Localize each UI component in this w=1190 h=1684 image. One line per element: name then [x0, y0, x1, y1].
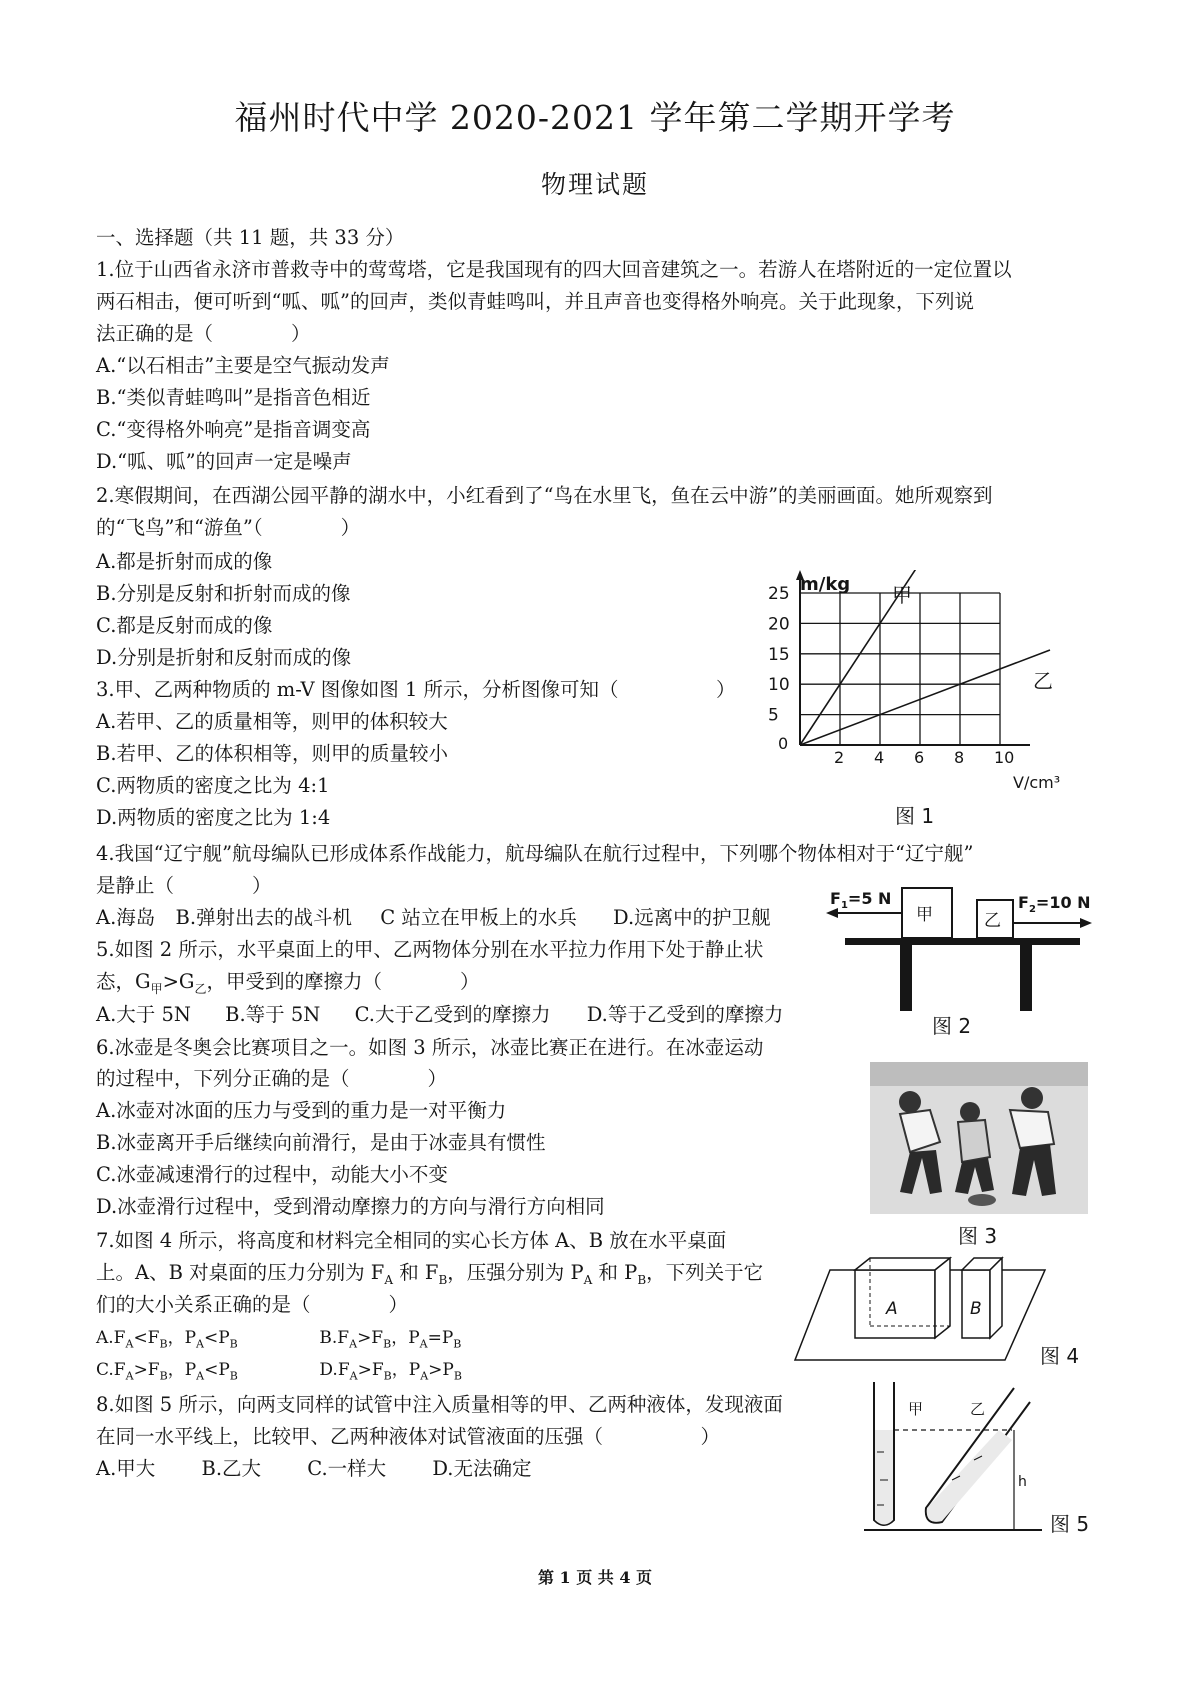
- q2-stem-line2: 的“飞鸟”和“游鱼”（ ）: [96, 516, 361, 539]
- q7-text: 和 F: [393, 1261, 439, 1284]
- arrowhead-left-icon: [826, 908, 838, 918]
- q5-option-c: C.大于乙受到的摩擦力: [354, 1003, 551, 1026]
- figure-5-diagram: [862, 1380, 1062, 1535]
- q5-text: 态，G: [96, 970, 151, 993]
- chart-x-ticks: [778, 734, 1014, 767]
- f2-symbol: F: [1018, 893, 1029, 912]
- q7-stem-line3: 们的大小关系正确的是（ ）: [96, 1293, 409, 1316]
- q8-option-c: C.一样大: [307, 1457, 387, 1480]
- chart-x-axis-label: V/cm³: [1013, 773, 1061, 790]
- block-b: [962, 1258, 1002, 1338]
- q5-text-mid: >G: [162, 970, 195, 993]
- t: =P: [427, 1328, 454, 1348]
- s: B: [383, 1337, 392, 1351]
- force-f1-label: [830, 889, 891, 911]
- q7-options-row2: [96, 1358, 462, 1388]
- rink-wall: [870, 1062, 1088, 1086]
- t: D.F: [319, 1360, 350, 1380]
- s: A: [419, 1337, 428, 1351]
- figure-1-caption: 图 1: [895, 804, 935, 828]
- q7-option-d: [319, 1360, 462, 1383]
- q1-stem-line2: 两石相击，便可听到“呱、呱”的回声，类似青蛙鸣叫，并且声音也变得格外响亮。关于此现象，下列说: [96, 290, 974, 313]
- q2-option-c: C.都是反射而成的像: [96, 614, 273, 637]
- height-label: h: [1018, 1474, 1027, 1490]
- curling-stone: [968, 1194, 996, 1206]
- t: ，P: [391, 1328, 420, 1348]
- q5-stem-line2: [96, 970, 480, 1001]
- chart-grid: [800, 593, 1000, 745]
- q4-option-b: B.弹射出去的战斗机: [175, 906, 353, 929]
- q7-text: ，压强分别为 P: [447, 1261, 584, 1284]
- x-tick-label: 2: [834, 748, 845, 767]
- q3-option-d: D.两物质的密度之比为 1:4: [96, 806, 331, 829]
- exam-title: 福州时代中学 2020-2021 学年第二学期开学考: [234, 98, 956, 137]
- figure-3-photo: [870, 1062, 1088, 1214]
- q5-sub-jia: 甲: [150, 981, 163, 996]
- q7-sub: B: [637, 1272, 647, 1287]
- arrowhead-right-icon: [1080, 918, 1092, 928]
- section-heading: 一、选择题（共 11 题，共 33 分）: [96, 226, 405, 249]
- q7-sub: A: [583, 1272, 593, 1287]
- x-tick-label: 8: [954, 748, 965, 767]
- t: C.F: [96, 1360, 126, 1380]
- t: <F: [133, 1328, 160, 1348]
- t: >P: [428, 1360, 454, 1380]
- q8-option-d: D.无法确定: [432, 1457, 532, 1480]
- s: B: [229, 1337, 238, 1351]
- q8-stem-line1: 8.如图 5 所示，向两支同样的试管中注入质量相等的甲、乙两种液体，发现液面: [96, 1393, 783, 1416]
- t: >F: [357, 1360, 384, 1380]
- table-top: [845, 938, 1080, 945]
- q2-option-a: A.都是折射而成的像: [96, 550, 273, 573]
- series-label-jia: 甲: [892, 583, 912, 607]
- q1-option-c: C.“变得格外响亮”是指音调变高: [96, 418, 371, 441]
- q3-option-b: B.若甲、乙的体积相等，则甲的质量较小: [96, 742, 449, 765]
- s: A: [196, 1369, 205, 1383]
- t: <P: [204, 1360, 230, 1380]
- series-line-yi: [800, 650, 1050, 745]
- q1-option-b: B.“类似青蛙鸣叫”是指音色相近: [96, 386, 371, 409]
- figure-4-caption: 图 4: [1040, 1344, 1080, 1368]
- t: B.F: [319, 1328, 350, 1348]
- s: A: [196, 1337, 204, 1351]
- q7-text: 和 P: [592, 1261, 638, 1284]
- q7-options-row1: [96, 1326, 461, 1356]
- q4-options: [96, 906, 771, 930]
- q4-stem-line2: 是静止（ ）: [96, 874, 272, 897]
- s: A: [349, 1369, 358, 1383]
- figure-1-chart: [745, 570, 1080, 790]
- chart-y-axis-label: m/kg: [800, 574, 851, 595]
- q4-option-c: C 站立在甲板上的水兵: [380, 906, 577, 929]
- t: >F: [133, 1360, 160, 1380]
- s: A: [349, 1337, 358, 1351]
- q1-option-a: A.“以石相击”主要是空气振动发声: [96, 354, 390, 377]
- q7-sub: A: [384, 1272, 394, 1287]
- tube-yi-label: 乙: [970, 1400, 986, 1418]
- y-tick-label: 20: [768, 614, 790, 635]
- q6-option-c: C.冰壶减速滑行的过程中，动能大小不变: [96, 1163, 448, 1186]
- s: A: [420, 1369, 429, 1383]
- q8-stem-line2: 在同一水平线上，比较甲、乙两种液体对试管液面的压强（ ）: [96, 1425, 721, 1448]
- s: A: [125, 1369, 134, 1383]
- block-b-label: B: [970, 1299, 982, 1319]
- q8-option-a: A.甲大: [96, 1457, 156, 1480]
- tube-jia-label: 甲: [908, 1400, 924, 1418]
- y-tick-label: 10: [768, 675, 790, 696]
- f1-symbol: F: [830, 889, 841, 908]
- q5-option-a: A.大于 5N: [96, 1003, 191, 1026]
- block-jia-label: 甲: [916, 905, 933, 925]
- q7-stem-line1: 7.如图 4 所示，将高度和材料完全相同的实心长方体 A、B 放在水平桌面: [96, 1229, 727, 1252]
- x-tick-label: 10: [994, 748, 1015, 767]
- page-footer: 第 1 页 共 4 页: [537, 1568, 653, 1587]
- q5-option-b: B.等于 5N: [225, 1003, 321, 1026]
- q4-stem-line1: 4.我国“辽宁舰”航母编队已形成体系作战能力，航母编队在航行过程中，下列哪个物体相对于“辽宁舰”: [96, 842, 974, 865]
- s: B: [159, 1369, 168, 1383]
- q7-option-c: [96, 1358, 314, 1388]
- q4-option-d: D.远离中的护卫舰: [613, 906, 771, 929]
- q3-option-c: C.两物质的密度之比为 4:1: [96, 774, 330, 797]
- t: A.F: [96, 1328, 126, 1348]
- t: ，P: [391, 1360, 421, 1380]
- q7-text: 上。A、B 对桌面的压力分别为 F: [96, 1261, 385, 1284]
- q6-stem-line2: 的过程中，下列分正确的是（ ）: [96, 1067, 448, 1090]
- s: B: [229, 1369, 238, 1383]
- q5-stem-line1: 5.如图 2 所示，水平桌面上的甲、乙两物体分别在水平拉力作用下处于静止状: [96, 938, 764, 961]
- q7-option-b: [319, 1328, 462, 1351]
- q7-stem-line2: [96, 1261, 763, 1292]
- exam-subtitle: 物理试题: [540, 170, 649, 199]
- q5-options: [96, 1003, 783, 1027]
- q1-option-d: D.“呱、呱”的回声一定是噪声: [96, 450, 352, 473]
- force-f2-label: [1018, 893, 1091, 915]
- table-leg-left: [900, 945, 912, 1011]
- chart-axes: [796, 570, 1030, 745]
- q7-sub: B: [438, 1272, 448, 1287]
- block-a-label: A: [886, 1299, 898, 1319]
- q6-stem-line1: 6.冰壶是冬奥会比赛项目之一。如图 3 所示，冰壶比赛正在进行。在冰壶运动: [96, 1036, 764, 1059]
- figure-5-caption: 图 5: [1050, 1512, 1090, 1536]
- f1-value: =5 N: [847, 889, 892, 908]
- figure-2-caption: 图 2: [932, 1014, 972, 1038]
- figure-4-diagram: [790, 1250, 1050, 1370]
- f1-sub: 1: [840, 900, 848, 911]
- liquid-jia: [875, 1430, 893, 1525]
- q6-option-d: D.冰壶滑行过程中，受到滑动摩擦力的方向与滑行方向相同: [96, 1195, 605, 1218]
- y-tick-label: 5: [768, 705, 779, 726]
- q5-sub-yi: 乙: [194, 981, 207, 996]
- figure-2-diagram: [820, 880, 1100, 1015]
- q2-stem-line1: 2.寒假期间，在西湖公园平静的湖水中，小红看到了“鸟在水里飞，鱼在云中游”的美丽画面。她所观察到: [96, 484, 993, 507]
- q5-option-d: D.等于乙受到的摩擦力: [586, 1003, 784, 1026]
- q8-option-b: B.乙大: [201, 1457, 262, 1480]
- s: B: [383, 1369, 392, 1383]
- y-tick-label: 15: [768, 644, 790, 665]
- x-tick-label: 4: [874, 748, 885, 767]
- s: B: [453, 1369, 462, 1383]
- s: B: [453, 1337, 462, 1351]
- q8-options: [96, 1457, 532, 1481]
- q6-option-a: A.冰壶对冰面的压力与受到的重力是一对平衡力: [96, 1099, 507, 1122]
- liquid-yi: [927, 1430, 1012, 1522]
- chart-series: [800, 570, 1050, 745]
- q4-option-a: A.海岛: [96, 906, 156, 929]
- q3-option-a: A.若甲、乙的质量相等，则甲的体积较大: [96, 710, 448, 733]
- s: A: [125, 1337, 134, 1351]
- table-leg-right: [1020, 945, 1032, 1011]
- t: ，P: [167, 1360, 197, 1380]
- block-a: [855, 1258, 950, 1338]
- figure-3-caption: 图 3: [958, 1224, 998, 1248]
- q2-option-d: D.分别是折射和反射而成的像: [96, 646, 352, 669]
- q7-option-a: [96, 1326, 314, 1356]
- t: ，P: [167, 1328, 197, 1348]
- x-tick-label: 6: [914, 748, 925, 767]
- chart-y-ticks: [768, 584, 790, 726]
- q7-text: ，下列关于它: [646, 1261, 764, 1284]
- q6-option-b: B.冰壶离开手后继续向前滑行，是由于冰壶具有惯性: [96, 1131, 546, 1154]
- block-yi-label: 乙: [984, 911, 1001, 931]
- q2-option-b: B.分别是反射和折射而成的像: [96, 582, 351, 605]
- x-tick-label: 0: [778, 734, 789, 753]
- q3-stem: 3.甲、乙两种物质的 m-V 图像如图 1 所示，分析图像可知（ ）: [96, 678, 736, 701]
- t: <P: [203, 1328, 230, 1348]
- q5-text-post: ，甲受到的摩擦力（ ）: [206, 970, 480, 993]
- t: >F: [357, 1328, 384, 1348]
- q1-stem-line3: 法正确的是（ ）: [96, 322, 311, 345]
- q1-stem-line1: 1.位于山西省永济市普救寺中的莺莺塔，它是我国现有的四大回音建筑之一。若游人在塔附近的一定位置以: [96, 258, 1012, 281]
- series-label-yi: 乙: [1033, 669, 1053, 693]
- f2-sub: 2: [1028, 904, 1036, 915]
- f2-value: =10 N: [1035, 893, 1091, 912]
- y-tick-label: 25: [768, 584, 790, 604]
- s: B: [159, 1337, 168, 1351]
